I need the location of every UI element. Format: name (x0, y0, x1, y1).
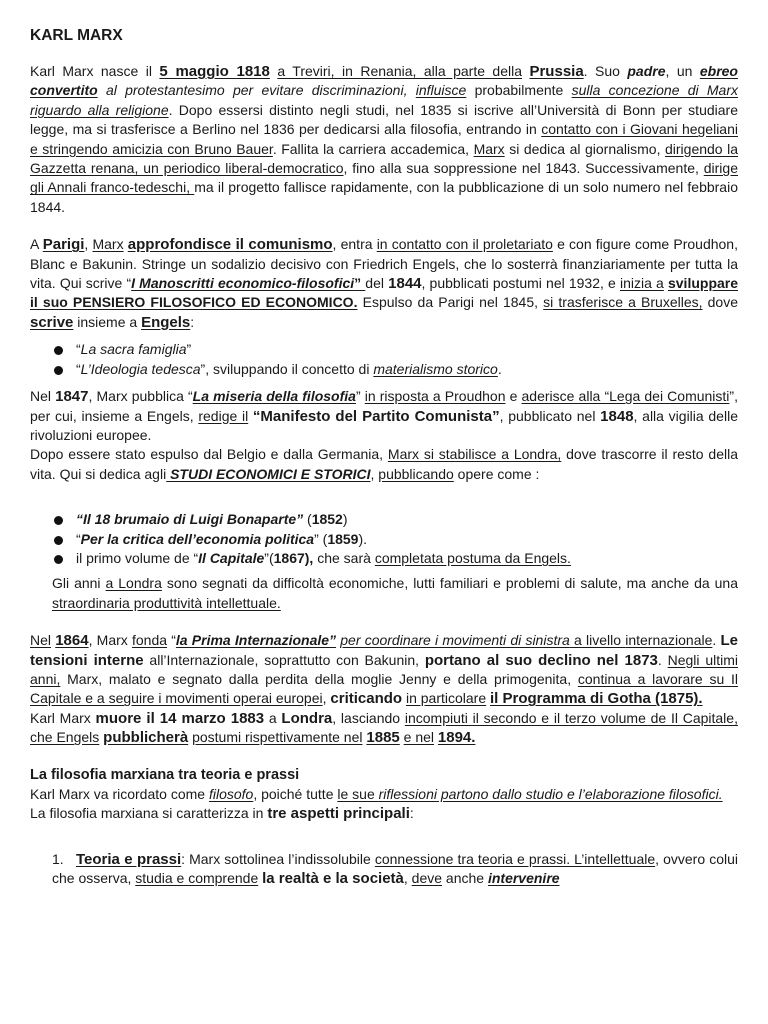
bullet-icon (54, 366, 63, 375)
list-item: “Per la critica dell’economia politica” (1859). (52, 530, 738, 549)
paragraph-philosopher: Karl Marx va ricordato come filosofo, poiché tutte le sue riflessioni partono dallo studio e l’elaborazione filosofici. (30, 786, 723, 802)
paragraph-death: Karl Marx muore il 14 marzo 1883 a Londra, lasciando incompiuti il secondo e il terzo volume de Il Capitale, che Engels pubblicherà postumi rispettivamente nel 1885 e nel 1894. (30, 709, 738, 747)
list-item: 1. Teoria e prassi: Marx sottolinea l’indissolubile connessione tra teoria e prassi. L’intellettuale, ovvero colui che osserva, studia e comprende la realtà e la società, deve anche intervenire (52, 850, 738, 888)
paragraph-internationale: Nel 1864, Marx fonda “la Prima Internazionale” per coordinare i movimenti di sinistra a livello internazionale. Le tensioni interne all’Internazionale, soprattutto con Bakunin, portano al suo declino nel 1873. Negli ultimi anni, Marx, malato e segnato dalla perdita della moglie Jenny e della primogenita, continua a lavorare su Il Capitale e a seguire i movimenti operai europei, criticando in particolare il Programma di Gotha (1875). (30, 632, 739, 708)
list-item: “L’Ideologia tedesca”, sviluppando il concetto di materialismo storico. (52, 360, 738, 379)
works-list-economic (30, 510, 738, 568)
list-item: il primo volume de “Il Capitale”(1867), che sarà completata postuma da Engels. (52, 549, 738, 568)
bullet-icon (54, 536, 63, 545)
paragraph-manifesto: Nel 1847, Marx pubblica “La miseria della filosofia” in risposta a Proudhon e aderisce alla “Lega dei Comunisti”, per cui, insieme a Engels, redige il “Manifesto del Partito Comunista”, pubblicato nel 1848, alla vigilia delle rivoluzioni europee. (30, 388, 738, 443)
bullet-icon (54, 516, 63, 525)
list-item: “Il 18 brumaio di Luigi Bonaparte” (1852) (52, 510, 738, 529)
paragraph-biography: Karl Marx nasce il 5 maggio 1818 a Treviri, in Renania, alla parte della Prussia. Suo padre, un ebreo convertito al protestantesimo per evitare discriminazioni, influisce probabilmente sulla concezione di Marx riguardo alla religione. Dopo essersi distinto negli studi, nel 1835 si iscrive all’Università di Bonn per studiare legge, ma si trasferisce a Berlino nel 1836 per dedicarsi alla filosofia, entrando in contatto con i Giovani hegeliani e stringendo amicizia con Bruno Bauer. Fallita la carriera accademica, Marx si dedica al giornalismo, dirigendo la Gazzetta renana, un periodico liberal-democratico, fino alla sua soppressione nel 1843. Successivamente, dirige gli Annali franco-tedeschi, ma il progetto fallisce rapidamente, con la pubblicazione di un solo numero nel febbraio 1844. (30, 63, 739, 215)
paragraph-london: Dopo essere stato espulso dal Belgio e dalla Germania, Marx si stabilisce a Londra, dove trascorre il resto della vita. Qui si dedica agli STUDI ECONOMICI E STORICI, pubblicando opere come : (30, 446, 738, 482)
section-heading: La filosofia marxiana tra teoria e prassi (30, 766, 300, 783)
bullet-icon (54, 346, 63, 355)
paragraph-london-years: Gli anni a Londra sono segnati da difficoltà economiche, lutti familiari e problemi di salute, ma anche da una straordinaria produttività intellettuale. (52, 575, 739, 611)
works-list-early (30, 340, 738, 379)
list-item: “La sacra famiglia” (52, 340, 738, 359)
paragraph-aspects: La filosofia marxiana si caratterizza in tre aspetti principali: (30, 805, 414, 823)
paragraph-paris: A Parigi, Marx approfondisce il comunismo, entra in contatto con il proletariato e con figure come Proudhon, Blanc e Bakunin. Stringe un sodalizio decisivo con Friedrich Engels, che lo sosterrà finanziariamente per tutta la vita. Qui scrive “I Manoscritti economico-filosofici” del 1844, pubblicati postumi nel 1932, e inizia a sviluppare il suo PENSIERO FILOSOFICO ED ECONOMICO. Espulso da Parigi nel 1845, si trasferisce a Bruxelles, dove scrive insieme a Engels: (30, 236, 739, 331)
bullet-icon (54, 555, 63, 564)
page-title: KARL MARX (30, 27, 123, 44)
aspects-list (30, 850, 738, 889)
